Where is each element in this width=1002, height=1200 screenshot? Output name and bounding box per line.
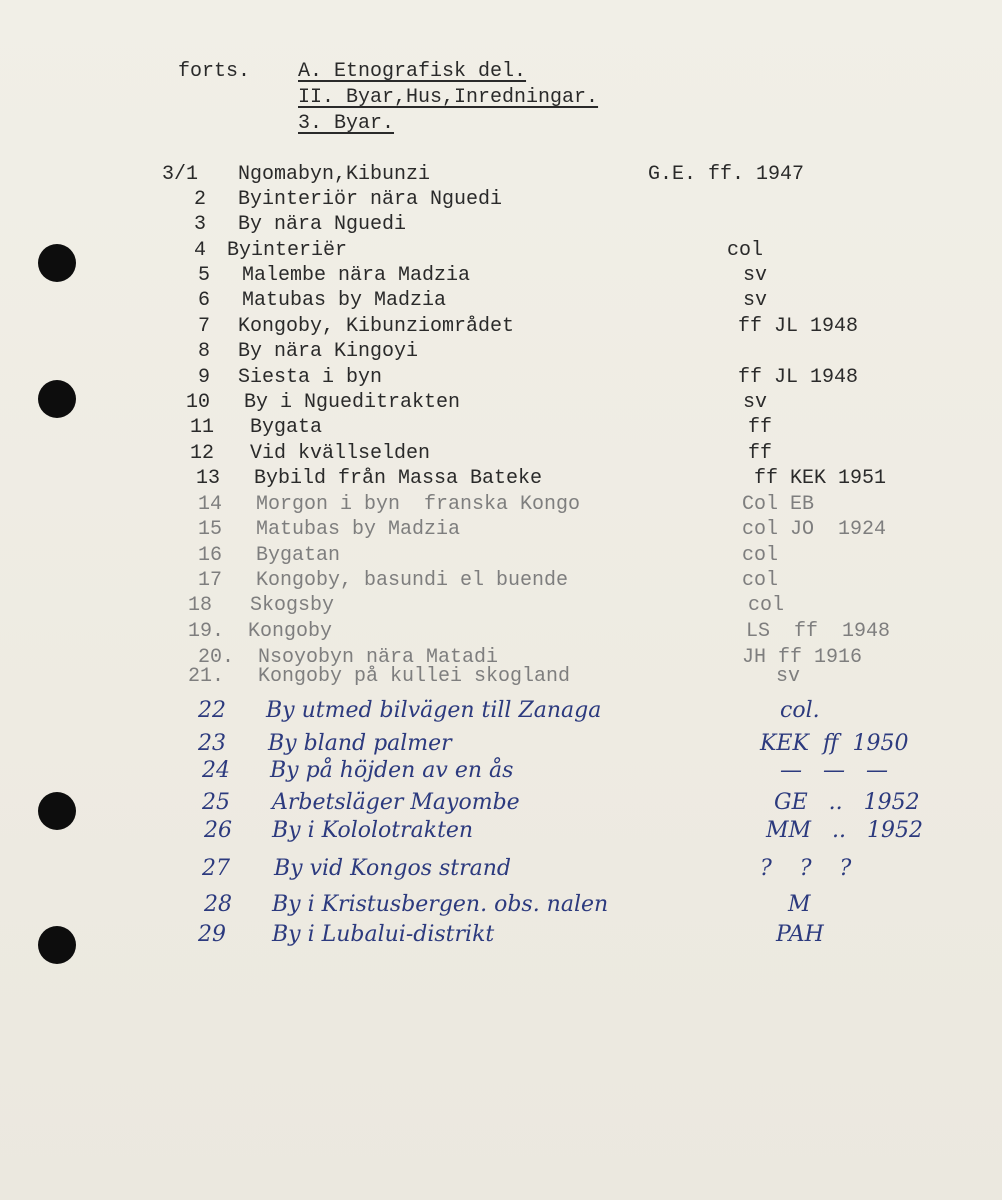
entry-number: 4 [194, 239, 207, 262]
entry-info: col [742, 544, 779, 567]
punch-hole [38, 380, 76, 418]
entry-title: Bygatan [256, 544, 341, 567]
handwritten-number: 27 [202, 856, 230, 881]
entry-number: 21. [188, 665, 225, 688]
entry-title: Vid kvällselden [250, 442, 431, 465]
entry-title: Nsoyobyn nära Matadi [258, 646, 499, 669]
entry-number: 9 [198, 366, 211, 389]
header-section: A. Etnografisk del. [298, 60, 527, 83]
handwritten-title: By på höjden av en ås [270, 758, 514, 783]
handwritten-info: GE .. 1952 [774, 790, 920, 815]
entry-info: JH ff 1916 [742, 646, 863, 669]
entry-number: 2 [194, 188, 207, 211]
entry-number: 16 [198, 544, 223, 567]
entry-info: G.E. ff. 1947 [648, 163, 805, 186]
handwritten-number: 22 [198, 698, 226, 723]
punch-hole [38, 926, 76, 964]
entry-info: col [748, 594, 785, 617]
handwritten-info: — — — [780, 758, 888, 783]
entry-info: ff JL 1948 [738, 315, 859, 338]
entry-info: Col EB [742, 493, 815, 516]
entry-info: sv [743, 391, 768, 414]
entry-title: Kongoby, basundi el buende [256, 569, 569, 592]
handwritten-number: 24 [202, 758, 230, 783]
handwritten-title: By i Kololotrakten [272, 818, 474, 843]
entry-number: 3 [194, 213, 207, 236]
entry-info: sv [776, 665, 801, 688]
entry-title: Matubas by Madzia [256, 518, 461, 541]
handwritten-title: By utmed bilvägen till Zanaga [266, 698, 602, 723]
entry-title: By nära Kingoyi [238, 340, 419, 363]
entry-number: 18 [188, 594, 213, 617]
entry-number: 20. [198, 646, 235, 669]
entry-title: Byinteriër [227, 239, 348, 262]
entry-title: Morgon i byn franska Kongo [256, 493, 581, 516]
entry-number: 11 [190, 416, 215, 439]
entry-title: Siesta i byn [238, 366, 383, 389]
handwritten-number: 23 [198, 731, 226, 756]
entry-number: 7 [198, 315, 211, 338]
header-forts: forts. [178, 60, 251, 83]
entry-info: ff [748, 442, 773, 465]
entry-number: 5 [198, 264, 211, 287]
handwritten-info: KEK ff 1950 [760, 731, 909, 756]
entry-number: 13 [196, 467, 221, 490]
handwritten-number: 28 [204, 892, 232, 917]
entry-title: Kongoby [248, 620, 333, 643]
handwritten-info: MM .. 1952 [766, 818, 923, 843]
entry-info: sv [743, 289, 768, 312]
entry-number: 8 [198, 340, 211, 363]
entry-title: Kongoby på kullei skogland [258, 665, 571, 688]
entry-info: ff [748, 416, 773, 439]
entry-title: Matubas by Madzia [242, 289, 447, 312]
entry-title: Kongoby, Kibunziområdet [238, 315, 515, 338]
handwritten-info: M [788, 892, 811, 917]
entry-info: col [742, 569, 779, 592]
entry-number: 14 [198, 493, 223, 516]
entry-number: 17 [198, 569, 223, 592]
entry-info: col JO 1924 [742, 518, 887, 541]
entry-info: ff KEK 1951 [754, 467, 887, 490]
entry-info: ff JL 1948 [738, 366, 859, 389]
entry-title: Ngomabyn,Kibunzi [238, 163, 431, 186]
handwritten-title: By i Kristusbergen. obs. nalen [272, 892, 609, 917]
handwritten-title: Arbetsläger Mayombe [272, 790, 520, 815]
handwritten-title: By i Lubalui-distrikt [272, 922, 495, 947]
handwritten-info: col. [780, 698, 820, 723]
entry-title: By nära Nguedi [238, 213, 407, 236]
entry-info: LS ff 1948 [746, 620, 891, 643]
handwritten-info: PAH [776, 922, 824, 947]
header-category: 3. Byar. [298, 112, 395, 135]
entry-number: 15 [198, 518, 223, 541]
handwritten-info: ? ? ? [760, 856, 852, 881]
entry-number: 6 [198, 289, 211, 312]
handwritten-title: By bland palmer [268, 731, 452, 756]
entry-number: 12 [190, 442, 215, 465]
entry-info: col [727, 239, 764, 262]
handwritten-title: By vid Kongos strand [274, 856, 512, 881]
entry-number: 3/1 [162, 163, 199, 186]
entry-title: Bybild från Massa Bateke [254, 467, 543, 490]
entry-title: Bygata [250, 416, 323, 439]
punch-hole [38, 244, 76, 282]
handwritten-number: 26 [204, 818, 232, 843]
entry-number: 10 [186, 391, 211, 414]
punch-hole [38, 792, 76, 830]
entry-title: Byinteriör nära Nguedi [238, 188, 503, 211]
entry-info: sv [743, 264, 768, 287]
entry-number: 19. [188, 620, 225, 643]
entry-title: By i Ngueditrakten [244, 391, 461, 414]
entry-title: Skogsby [250, 594, 335, 617]
handwritten-number: 25 [202, 790, 230, 815]
handwritten-number: 29 [198, 922, 226, 947]
entry-title: Malembe nära Madzia [242, 264, 471, 287]
header-subsection: II. Byar,Hus,Inredningar. [298, 86, 599, 109]
